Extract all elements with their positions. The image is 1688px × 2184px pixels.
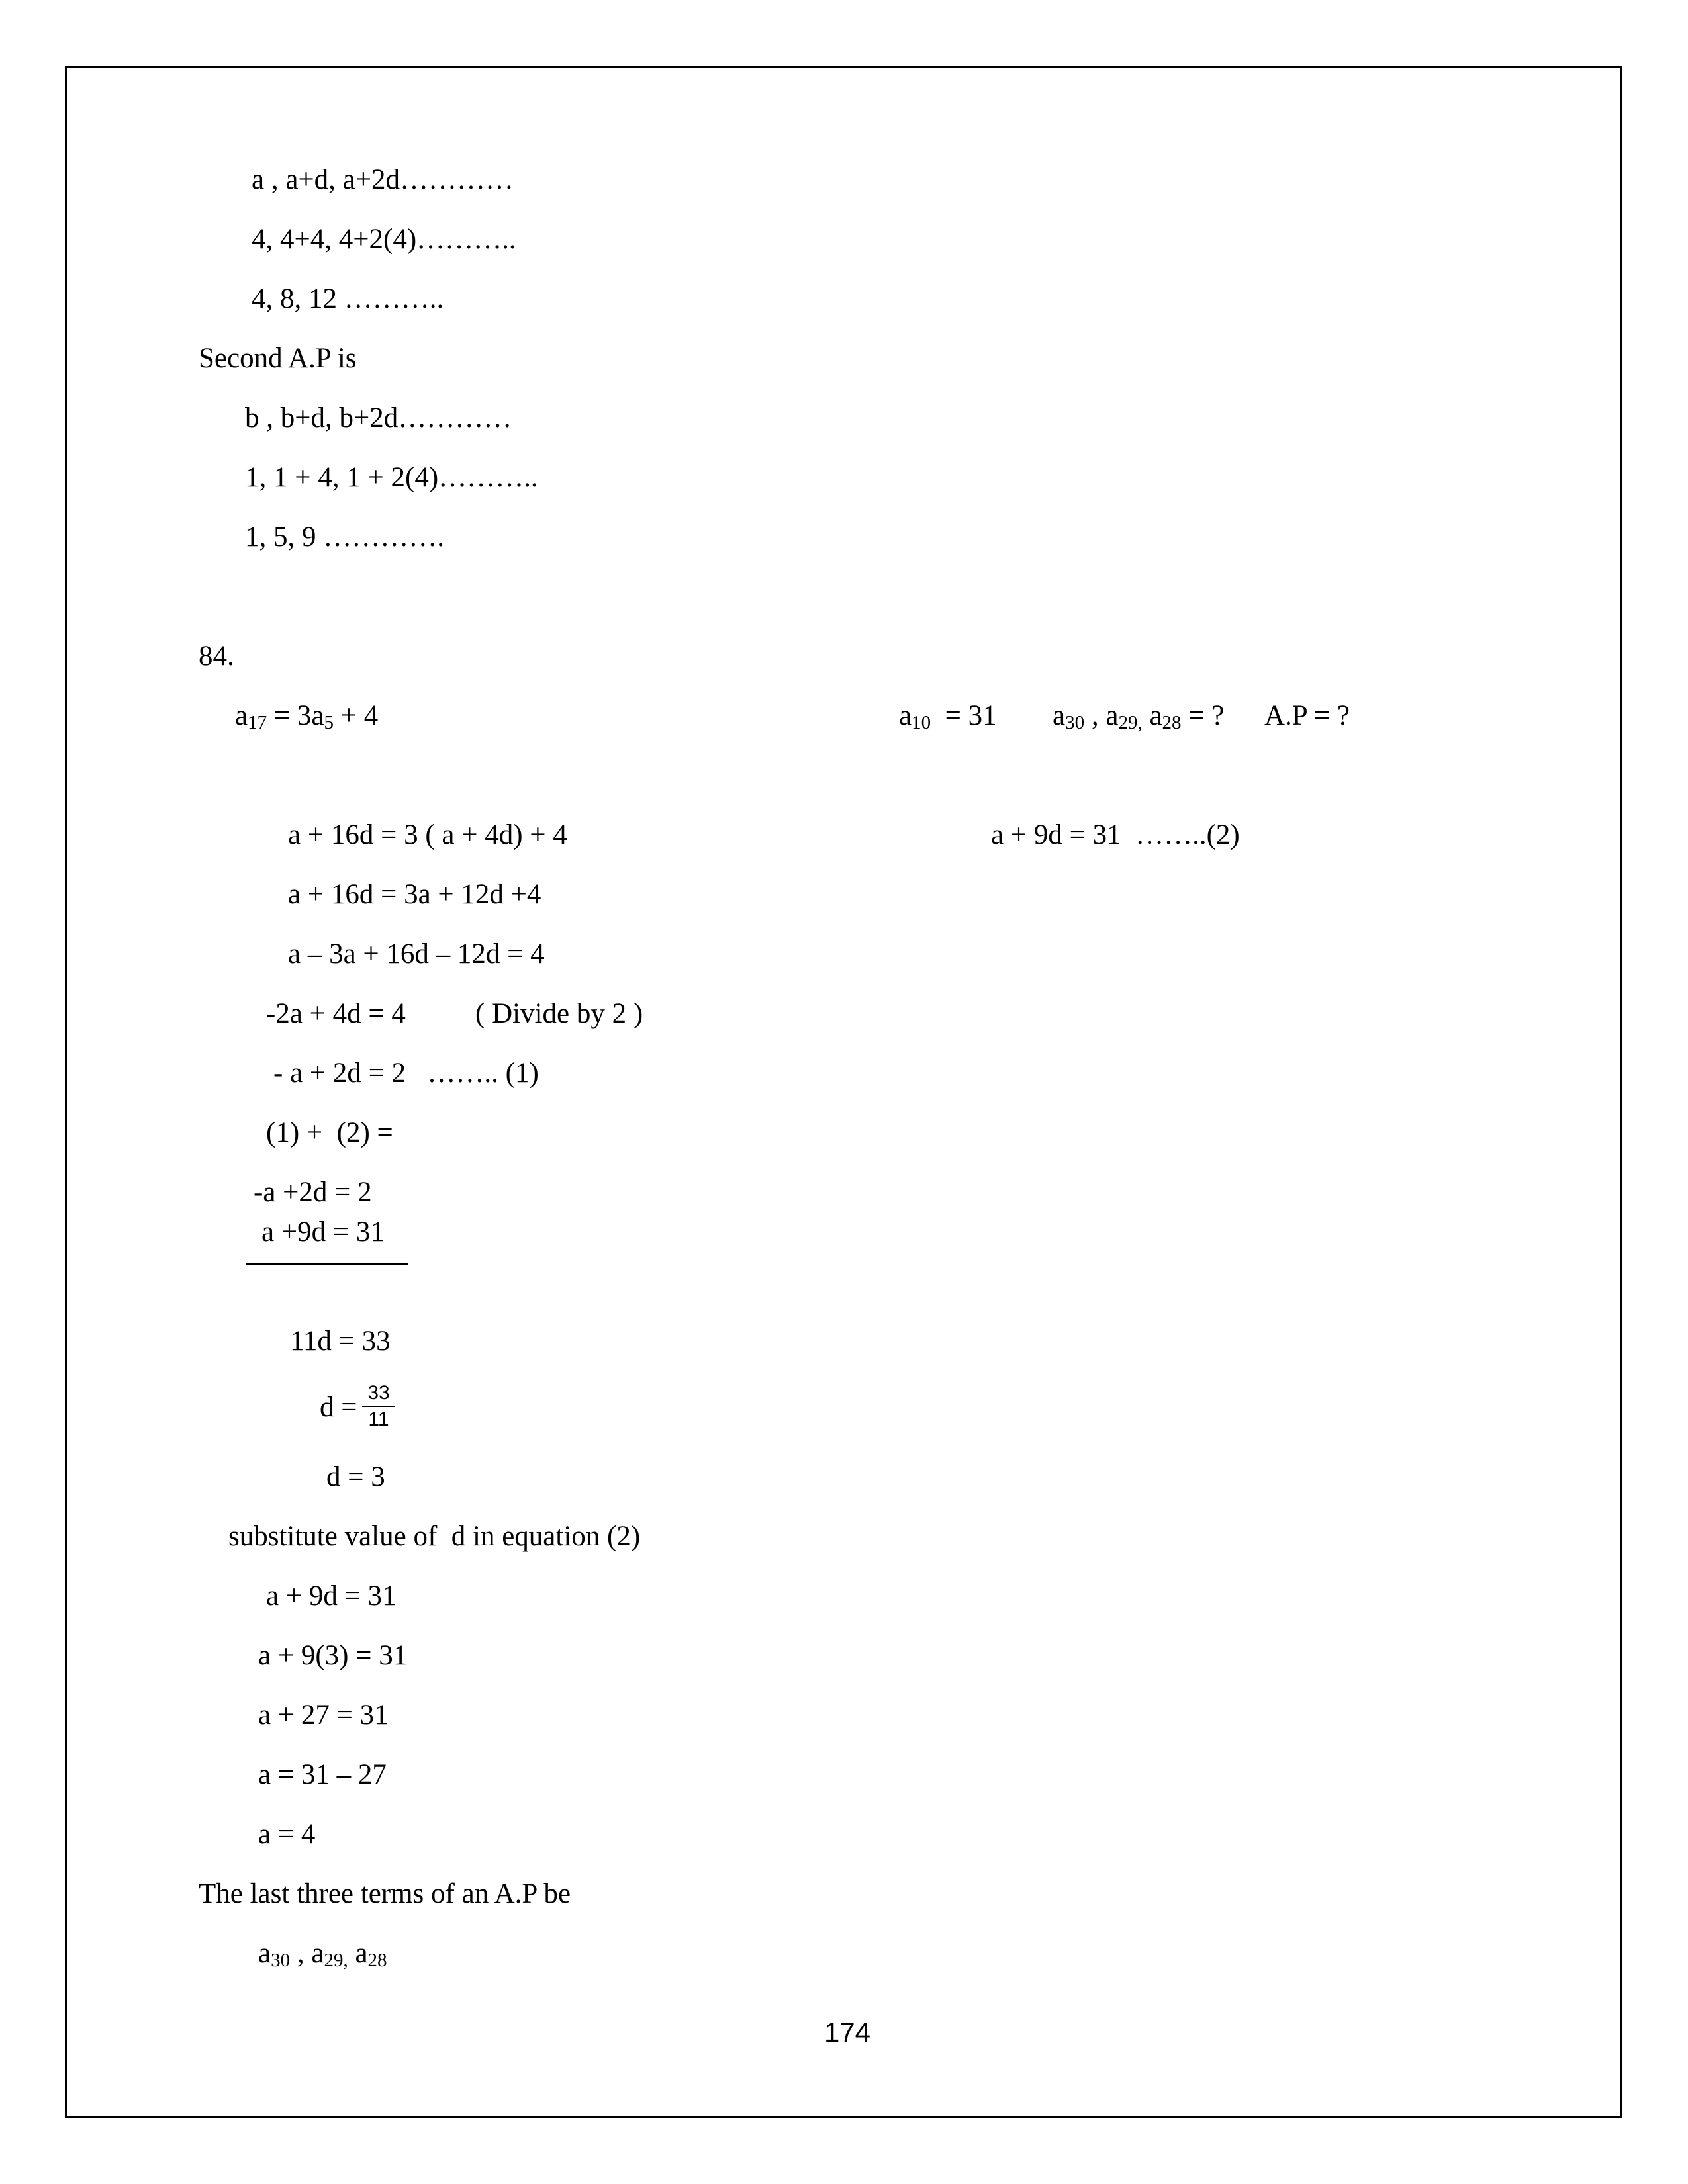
sub-step-3: a + 27 = 31 <box>258 1700 389 1731</box>
unknown-terms: $a_{30}$ , $a_{29,}$ $a_{28}$ = ? <box>1053 700 1225 733</box>
first-ap-general: a , a+d, a+2d………… <box>252 164 514 195</box>
page-number: 174 <box>823 2017 871 2048</box>
step-4: -2a + 4d = 4 <box>266 998 406 1029</box>
step-3: a – 3a + 16d – 12d = 4 <box>288 938 545 970</box>
last-terms: $a_{30}$ , $a_{29,}$ $a_{28}$ <box>258 1938 387 1971</box>
d-value: d = 3 <box>326 1461 385 1492</box>
second-ap-terms: 1, 5, 9 …………. <box>245 522 444 553</box>
substitute-instruction: substitute value of d in equation (2) <box>228 1521 641 1552</box>
fraction-denominator: 11 <box>368 1408 389 1430</box>
given-equation: $a_{17} = 3a_5 + 4$ <box>235 700 379 733</box>
addition-rule <box>246 1263 408 1265</box>
ap-question: A.P = ? <box>1264 700 1350 731</box>
fraction-bar <box>362 1406 395 1407</box>
second-ap-heading: Second A.P is <box>199 343 357 374</box>
second-ap-general: b , b+d, b+2d………… <box>245 402 512 433</box>
problem-number: 84. <box>199 641 234 672</box>
equation-1: - a + 2d = 2 …….. (1) <box>273 1058 539 1089</box>
step-1: a + 16d = 3 ( a + 4d) + 4 <box>288 819 567 850</box>
first-ap-terms: 4, 8, 12 ……….. <box>252 283 444 314</box>
d-equals-label: d = <box>320 1392 357 1423</box>
sub-step-5: a = 4 <box>258 1819 316 1850</box>
fraction-33-over-11 <box>362 1382 395 1431</box>
sub-step-4: a = 31 – 27 <box>258 1759 387 1790</box>
second-ap-substituted: 1, 1 + 4, 1 + 2(4)……….. <box>245 462 538 493</box>
given-a10: $a_{10} = 31$ <box>899 700 997 733</box>
fraction-numerator: 33 <box>367 1382 390 1404</box>
last-terms-heading: The last three terms of an A.P be <box>199 1878 571 1909</box>
addition-line-1: -a +2d = 2 <box>254 1177 372 1208</box>
step-4-note: ( Divide by 2 ) <box>475 998 643 1029</box>
first-ap-substituted: 4, 4+4, 4+2(4)……….. <box>252 224 516 255</box>
add-equations: (1) + (2) = <box>266 1117 393 1148</box>
result-11d: 11d = 33 <box>290 1326 391 1357</box>
sub-step-2: a + 9(3) = 31 <box>258 1640 408 1671</box>
sub-step-1: a + 9d = 31 <box>266 1580 397 1612</box>
addition-line-2: a +9d = 31 <box>261 1216 385 1248</box>
equation-2: a + 9d = 31 ……..(2) <box>991 819 1240 850</box>
page-border <box>65 66 1622 2118</box>
step-2: a + 16d = 3a + 12d +4 <box>288 879 541 910</box>
